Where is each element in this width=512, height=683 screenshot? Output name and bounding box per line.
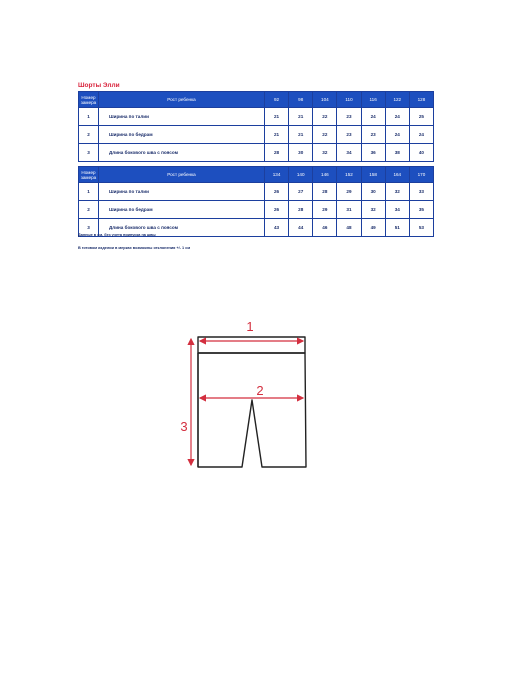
measure-label: Ширина по талии [99, 108, 265, 126]
value-cell: 32 [361, 201, 385, 219]
value-cell: 44 [289, 219, 313, 237]
value-cell: 25 [409, 108, 433, 126]
measure-number-header: Номер замера [79, 167, 99, 183]
value-cell: 53 [409, 219, 433, 237]
value-cell: 31 [337, 201, 361, 219]
value-cell: 49 [361, 219, 385, 237]
height-header: Рост ребенка [99, 167, 265, 183]
table-row [79, 183, 434, 201]
size-header: 164 [385, 167, 409, 183]
value-cell: 23 [337, 108, 361, 126]
size-header: 116 [361, 92, 385, 108]
measure-number: 1 [79, 108, 99, 126]
size-header: 122 [385, 92, 409, 108]
value-cell: 28 [313, 183, 337, 201]
measure-label: Ширина по бедрам [99, 201, 265, 219]
shorts-outline [198, 337, 306, 467]
value-cell: 30 [361, 183, 385, 201]
value-cell: 40 [409, 144, 433, 162]
size-header: 92 [265, 92, 289, 108]
value-cell: 32 [313, 144, 337, 162]
table-header-row [79, 167, 434, 183]
value-cell: 28 [265, 144, 289, 162]
height-header: Рост ребенка [99, 92, 265, 108]
size-header: 152 [337, 167, 361, 183]
value-cell: 21 [289, 108, 313, 126]
value-cell: 43 [265, 219, 289, 237]
value-cell: 22 [313, 108, 337, 126]
value-cell: 26 [265, 201, 289, 219]
size-table-2 [78, 166, 434, 237]
size-header: 170 [409, 167, 433, 183]
measure-number-header: Номер замера [79, 92, 99, 108]
value-cell: 32 [385, 183, 409, 201]
size-header: 134 [265, 167, 289, 183]
table-header-row [79, 92, 434, 108]
value-cell: 36 [361, 144, 385, 162]
value-cell: 23 [361, 126, 385, 144]
size-header: 158 [361, 167, 385, 183]
value-cell: 46 [313, 219, 337, 237]
table-row [79, 108, 434, 126]
value-cell: 21 [265, 108, 289, 126]
value-cell: 24 [361, 108, 385, 126]
measure-number: 2 [79, 126, 99, 144]
value-cell: 24 [409, 126, 433, 144]
size-header: 98 [289, 92, 313, 108]
value-cell: 27 [289, 183, 313, 201]
note-units: Данные в см, без учета припуска на швы [78, 233, 156, 237]
value-cell: 22 [313, 126, 337, 144]
table-row [79, 201, 434, 219]
label-2: 2 [256, 383, 264, 398]
measure-number: 2 [79, 201, 99, 219]
value-cell: 30 [289, 144, 313, 162]
value-cell: 24 [385, 126, 409, 144]
label-1: 1 [246, 319, 254, 334]
measure-number: 3 [79, 219, 99, 237]
measure-label: Длина бокового шва с поясом [99, 219, 265, 237]
value-cell: 33 [409, 183, 433, 201]
value-cell: 21 [289, 126, 313, 144]
measure-label: Длина бокового шва с поясом [99, 144, 265, 162]
measure-label: Ширина по бедрам [99, 126, 265, 144]
size-table-1 [78, 91, 434, 162]
measure-number: 1 [79, 183, 99, 201]
value-cell: 51 [385, 219, 409, 237]
value-cell: 29 [313, 201, 337, 219]
measure-label: Ширина по талии [99, 183, 265, 201]
waistband-outline [198, 337, 305, 353]
shorts-diagram [170, 315, 330, 485]
measure-number: 3 [79, 144, 99, 162]
value-cell: 29 [337, 183, 361, 201]
size-header: 146 [313, 167, 337, 183]
note-tolerance: В готовом изделии в мерках возможны отклонения +/- 1 см [78, 246, 191, 250]
size-header: 140 [289, 167, 313, 183]
value-cell: 28 [289, 201, 313, 219]
size-header: 104 [313, 92, 337, 108]
value-cell: 24 [385, 108, 409, 126]
shorts-body-outline [198, 353, 306, 467]
table-row [79, 144, 434, 162]
value-cell: 26 [265, 183, 289, 201]
value-cell: 38 [385, 144, 409, 162]
size-header: 110 [337, 92, 361, 108]
value-cell: 48 [337, 219, 361, 237]
size-header: 128 [409, 92, 433, 108]
value-cell: 23 [337, 126, 361, 144]
value-cell: 35 [409, 201, 433, 219]
table-row [79, 126, 434, 144]
value-cell: 34 [385, 201, 409, 219]
value-cell: 34 [337, 144, 361, 162]
value-cell: 21 [265, 126, 289, 144]
product-title: Шорты Элли [78, 82, 120, 89]
label-3: 3 [180, 419, 188, 434]
